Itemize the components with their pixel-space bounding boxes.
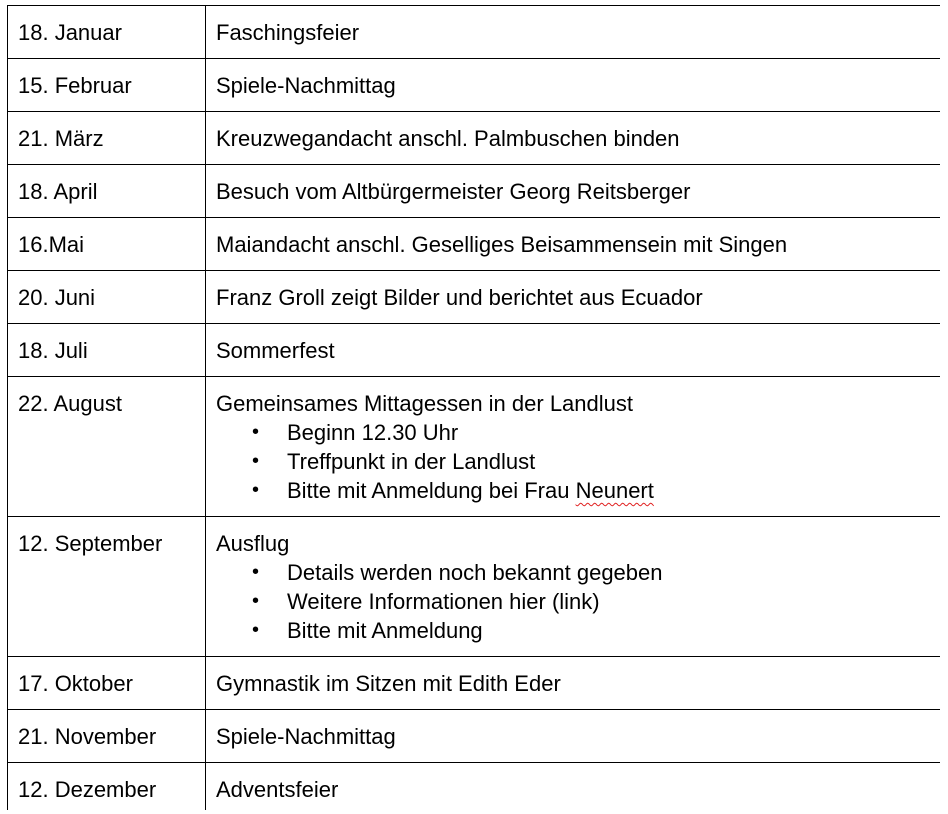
date-cell xyxy=(8,59,206,112)
date-text: 16.Mai xyxy=(18,232,85,257)
event-cell xyxy=(206,710,941,763)
date-text: 15. Februar xyxy=(18,73,132,98)
event-cell xyxy=(206,271,941,324)
date-cell xyxy=(8,271,206,324)
bullet-icon: • xyxy=(252,421,260,443)
event-text: Sommerfest xyxy=(216,338,335,363)
event-details-list xyxy=(216,418,930,505)
event-text: Faschingsfeier xyxy=(216,20,360,45)
date-cell xyxy=(8,112,206,165)
event-text: Adventsfeier xyxy=(216,777,339,802)
date-cell xyxy=(8,377,206,517)
list-item-text: Bitte mit Anmeldung xyxy=(287,618,483,643)
date-text: 20. Juni xyxy=(18,285,96,310)
event-cell xyxy=(206,59,941,112)
date-text: 12. September xyxy=(18,531,163,556)
table-row xyxy=(8,377,941,517)
event-text: Spiele-Nachmittag xyxy=(216,73,396,98)
event-cell xyxy=(206,657,941,710)
list-item xyxy=(216,558,930,587)
table-row xyxy=(8,165,941,218)
table-row xyxy=(8,112,941,165)
table-row xyxy=(8,271,941,324)
bullet-icon: • xyxy=(252,619,260,641)
list-item xyxy=(216,447,930,476)
date-cell xyxy=(8,218,206,271)
bullet-icon: • xyxy=(252,479,260,501)
event-cell xyxy=(206,377,941,517)
date-cell xyxy=(8,657,206,710)
list-item xyxy=(216,476,930,505)
list-item xyxy=(216,616,930,645)
date-text: 17. Oktober xyxy=(18,671,133,696)
date-text: 18. Juli xyxy=(18,338,88,363)
date-cell xyxy=(8,324,206,377)
date-text: 12. Dezember xyxy=(18,777,157,802)
date-cell xyxy=(8,710,206,763)
event-cell xyxy=(206,218,941,271)
event-schedule-table xyxy=(7,5,940,810)
event-text: Gemeinsames Mittagessen in der Landlust xyxy=(216,391,633,416)
event-cell xyxy=(206,165,941,218)
table-row xyxy=(8,710,941,763)
bullet-icon: • xyxy=(252,561,260,583)
date-text: 22. August xyxy=(18,391,122,416)
date-text: 21. November xyxy=(18,724,157,749)
table-row xyxy=(8,517,941,657)
event-details-list xyxy=(216,558,930,645)
bullet-icon: • xyxy=(252,450,260,472)
date-text: 18. April xyxy=(18,179,98,204)
event-cell xyxy=(206,324,941,377)
table-row xyxy=(8,324,941,377)
event-text: Spiele-Nachmittag xyxy=(216,724,396,749)
document-page xyxy=(7,5,940,810)
spellcheck-flagged-word[interactable]: Neunert xyxy=(575,478,654,503)
list-item-text: Details werden noch bekannt gegeben xyxy=(287,560,663,585)
list-item-text: Beginn 12.30 Uhr xyxy=(287,420,459,445)
list-item-text: Bitte mit Anmeldung bei Frau xyxy=(287,478,576,503)
list-item xyxy=(216,587,930,616)
event-text: Franz Groll zeigt Bilder und berichtet aus Ecuador xyxy=(216,285,703,310)
date-text: 21. März xyxy=(18,126,104,151)
event-cell xyxy=(206,6,941,59)
list-item-text: Treffpunkt in der Landlust xyxy=(287,449,536,474)
list-item xyxy=(216,418,930,447)
event-text: Besuch vom Altbürgermeister Georg Reitsberger xyxy=(216,179,691,204)
event-text: Maiandacht anschl. Geselliges Beisammensein mit Singen xyxy=(216,232,788,257)
table-row xyxy=(8,59,941,112)
event-cell xyxy=(206,517,941,657)
event-cell xyxy=(206,763,941,811)
date-cell xyxy=(8,6,206,59)
table-row xyxy=(8,6,941,59)
bullet-icon: • xyxy=(252,590,260,612)
table-row xyxy=(8,657,941,710)
table-row xyxy=(8,763,941,811)
list-item-text: Weitere Informationen hier (link) xyxy=(287,589,600,614)
date-cell xyxy=(8,517,206,657)
event-text: Kreuzwegandacht anschl. Palmbuschen binden xyxy=(216,126,680,151)
table-row xyxy=(8,218,941,271)
event-text: Ausflug xyxy=(216,531,290,556)
date-cell xyxy=(8,763,206,811)
date-cell xyxy=(8,165,206,218)
event-cell xyxy=(206,112,941,165)
date-text: 18. Januar xyxy=(18,20,122,45)
event-text: Gymnastik im Sitzen mit Edith Eder xyxy=(216,671,561,696)
